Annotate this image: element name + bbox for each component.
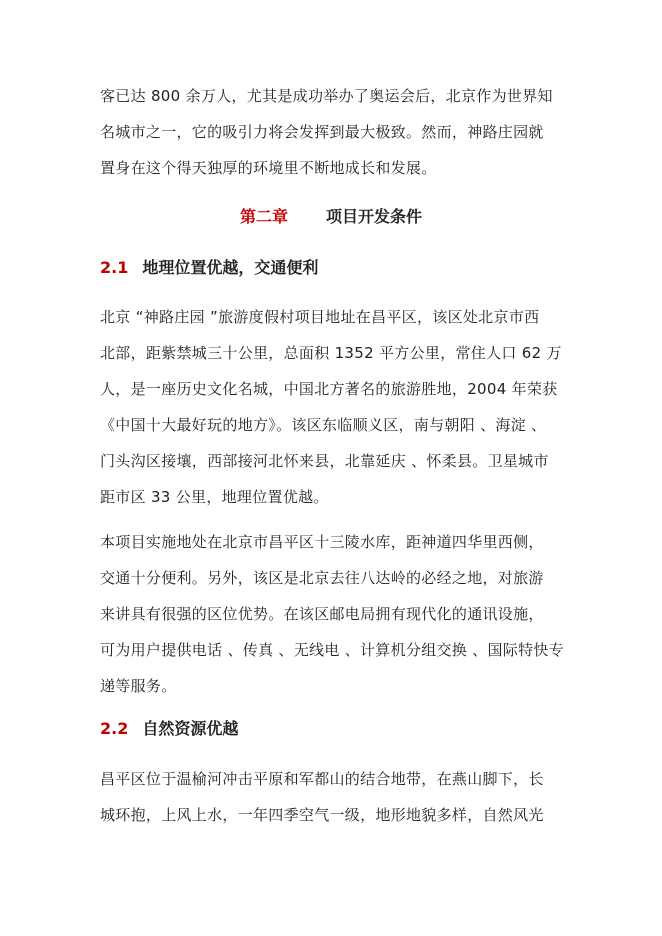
- text-line: 置身在这个得天独厚的环境里不断地成长和发展。: [100, 159, 437, 177]
- text-line: 北京 “神路庄园 ”旅游度假村项目地址在昌平区，该区处北京市西: [100, 308, 540, 326]
- section-heading-2-2: [100, 714, 238, 744]
- text-line: 北部，距紫禁城三十公里，总面积 1352 平方公里，常住人口 62 万: [100, 344, 562, 362]
- text-line: 交通十分便利。另外，该区是北京去往八达岭的必经之地，对旅游: [100, 569, 544, 587]
- text-line: 距市区 33 公里，地理位置优越。: [100, 488, 329, 506]
- text-line: 客已达 800 余万人，尤其是成功举办了奥运会后，北京作为世界知: [100, 87, 553, 105]
- text-line: 门头沟区接壤，西部接河北怀来县，北靠延庆 、怀柔县。卫星城市: [100, 452, 549, 470]
- text-line: 《中国十大最好玩的地方》。该区东临顺义区，南与朝阳 、海淀 、: [100, 416, 547, 434]
- chapter-title: 项目开发条件: [326, 207, 423, 226]
- paragraph-nature: [100, 761, 552, 833]
- section-number: 2.1: [100, 258, 129, 277]
- text-line: 递等服务。: [100, 677, 177, 695]
- text-line: 城环抱，上风上水，一年四季空气一级，地形地貌多样，自然风光: [100, 806, 544, 824]
- paragraph-location: [100, 299, 562, 515]
- paragraph-site: [100, 524, 564, 704]
- section-heading-2-1: [100, 253, 318, 283]
- text-line: 可为用户提供电话 、传真 、无线电 、计算机分组交换 、国际特快专: [100, 641, 564, 659]
- section-title: 自然资源优越: [142, 719, 239, 738]
- section-title: 地理位置优越，交通便利: [142, 258, 319, 277]
- section-number: 2.2: [100, 719, 129, 738]
- text-line: 人，是一座历史文化名城，中国北方著名的旅游胜地，2004 年荣获: [100, 380, 558, 398]
- text-line: 昌平区位于温榆河冲击平原和军都山的结合地带，在燕山脚下，长: [100, 770, 544, 788]
- text-line: 来讲具有很强的区位优势。在该区邮电局拥有现代化的通讯设施，: [100, 605, 544, 623]
- chapter-number: 第二章: [239, 207, 288, 226]
- text-line: 本项目实施地处在北京市昌平区十三陵水库，距神道四华里西侧，: [100, 533, 544, 551]
- text-line: 名城市之一，它的吸引力将会发挥到最大极致。然而，神路庄园就: [100, 123, 544, 141]
- chapter-heading: [0, 202, 662, 232]
- paragraph-intro: [100, 78, 552, 186]
